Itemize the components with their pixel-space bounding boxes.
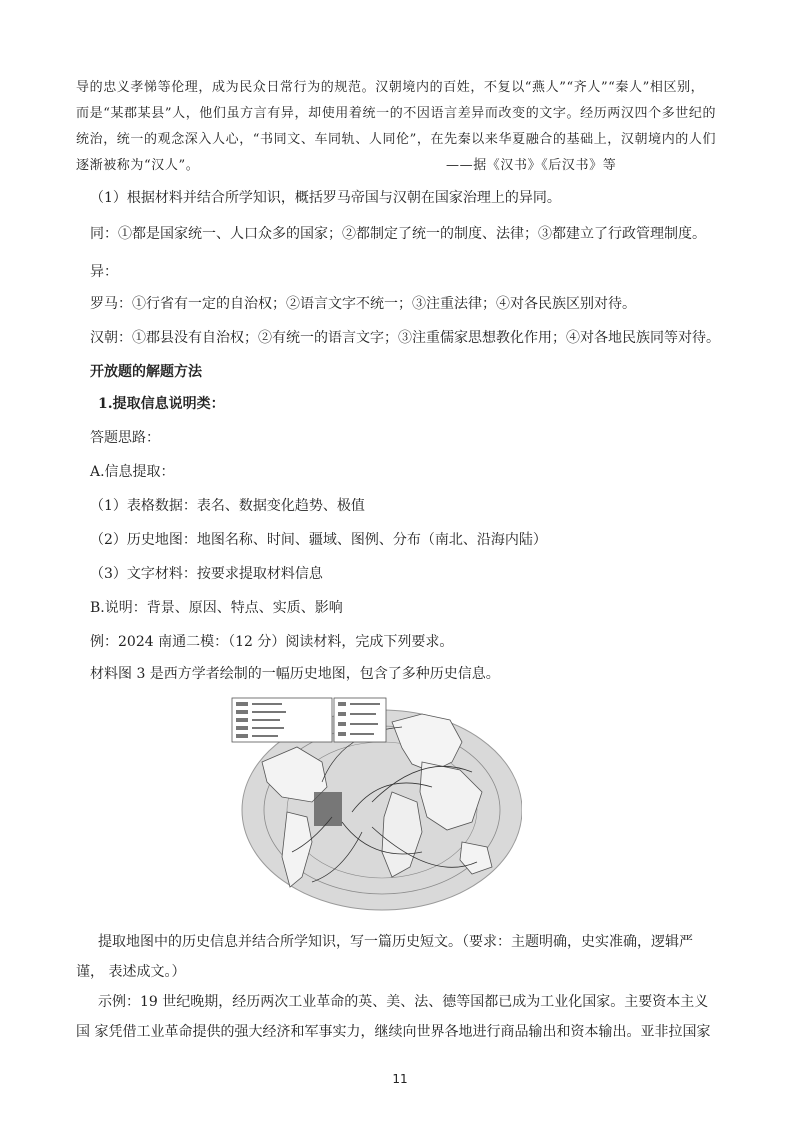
info-item-text: （3）文字材料：按要求提取材料信息 (90, 566, 323, 582)
info-item-table: （1）表格数据：表名、数据变化趋势、极值 (90, 498, 365, 514)
question-1: （1）根据材料并结合所学知识，概括罗马帝国与汉朝在国家治理上的异同。 (90, 190, 561, 206)
answer-rome: 罗马：①行省有一定的自治权；②语言文字不统一；③注重法律；④对各民族区别对待。 (90, 296, 636, 312)
answer-same: 同：①都是国家统一、人口众多的国家；②都制定了统一的制度、法律；③都建立了行政管理制度。 (90, 226, 706, 242)
answer-han: 汉朝：①郡县没有自治权；②有统一的语言文字；③注重儒家思想教化作用；④对各地民族同等对待。 (90, 330, 720, 346)
subsection-title: 1.提取信息说明类： (98, 396, 225, 412)
sample-line-1: 示例：19 世纪晚期，经历两次工业革命的英、美、法、德等国都已成为工业化国家。主要资本主义 (98, 994, 709, 1010)
answer-diff-label: 异： (90, 264, 118, 280)
passage-line-2: 而是“某郡某县”人，他们虽方言有异，却使用着统一的不因语言差异而改变的文字。经历两汉四个多世纪的 (76, 106, 717, 121)
historical-map-image (222, 692, 522, 917)
info-extract-label: A.信息提取： (90, 464, 175, 480)
thinking-label: 答题思路： (90, 430, 160, 446)
passage-line-3: 统治，统一的观念深入人心，“书同文、车同轨、人同伦”，在先秦以来华夏融合的基础上，汉朝境内的人们 (76, 132, 717, 147)
task-line-2: 谨， 表述成文。） (76, 964, 186, 980)
passage-source: ——据《汉书》《后汉书》等 (446, 158, 617, 173)
explain-label: B.说明：背景、原因、特点、实质、影响 (90, 600, 343, 616)
passage-line-4: 逐渐被称为“汉人”。 (76, 158, 200, 173)
page-number: 11 (392, 1072, 408, 1086)
task-line-1: 提取地图中的历史信息并结合所学知识，写一篇历史短文。（要求：主题明确，史实准确，逻辑严 (98, 934, 693, 950)
example-line: 例：2024 南通二模：（12 分）阅读材料，完成下列要求。 (90, 634, 454, 650)
sample-line-2: 国 家凭借工业革命提供的强大经济和军事实力，继续向世界各地进行商品输出和资本输出。亚非拉国家 (76, 1024, 711, 1040)
section-title: 开放题的解题方法 (90, 364, 202, 380)
world-map-illustration (222, 692, 522, 917)
info-item-map: （2）历史地图：地图名称、时间、疆域、图例、分布（南北、沿海内陆） (90, 532, 547, 548)
material-line: 材料图 3 是西方学者绘制的一幅历史地图，包含了多种历史信息。 (90, 666, 500, 682)
passage-line-1: 导的忠义孝悌等伦理，成为民众日常行为的规范。汉朝境内的百姓，不复以“燕人”“齐人”“秦人”相区别， (76, 80, 705, 95)
